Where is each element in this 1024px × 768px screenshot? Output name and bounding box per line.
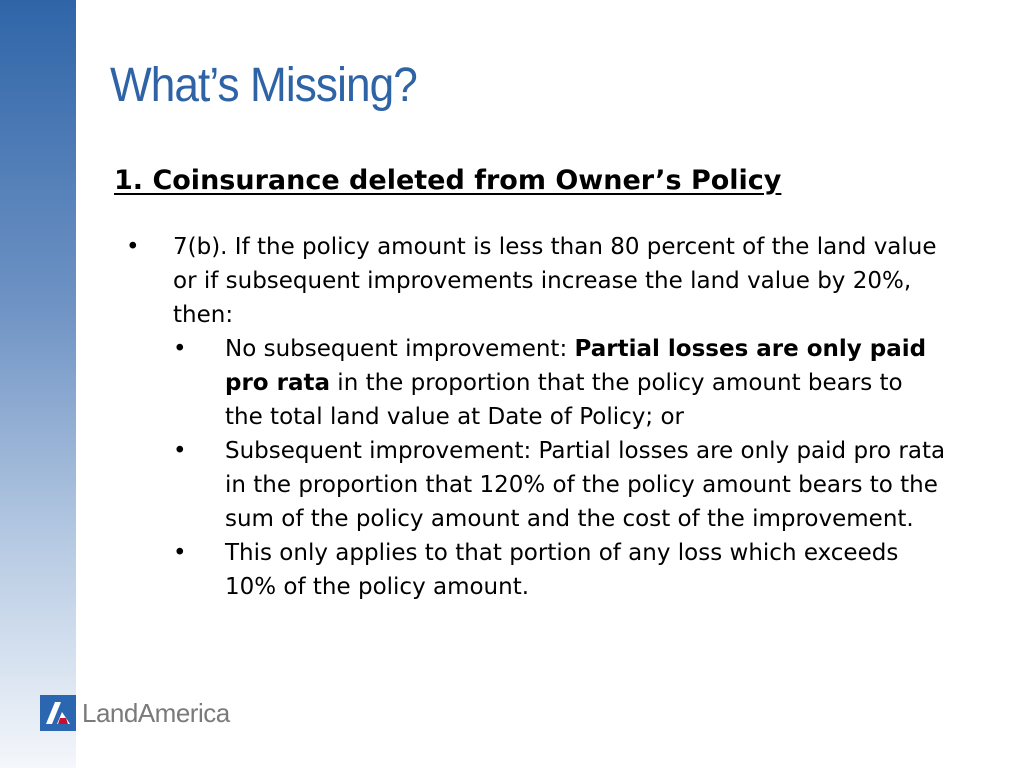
bullet-list (116, 230, 946, 604)
sub-bullet-item (173, 332, 946, 434)
slide-title: What’s Missing? (110, 59, 417, 112)
bullet-marker: • (173, 438, 187, 464)
main-bullet-item (116, 230, 946, 604)
sub-bullet-item (173, 434, 946, 536)
landamerica-logo-icon (40, 695, 76, 731)
landamerica-logo (40, 694, 230, 732)
sub-bullet-text: Subsequent improvement: Partial losses are only paid pro rata in the proportion that 120% of the policy amount bears to the sum of the policy amount and the cost of the improvement. (225, 438, 946, 532)
sub-bullet-suffix: in the proportion that the policy amount bears to the total land value at Date of Policy; or (225, 370, 903, 430)
bullet-marker: • (173, 540, 187, 566)
sub-bullet-bold-text: Partial losses are only paid pro rata (225, 336, 927, 396)
slide-subtitle: 1. Coinsurance deleted from Owner’s Policy (114, 165, 782, 196)
sub-bullet-prefix: No subsequent improvement: (225, 336, 575, 362)
side-gradient-bar (0, 0, 76, 768)
sub-bullet-text: This only applies to that portion of any loss which exceeds 10% of the policy amount. (225, 540, 899, 600)
logo-text: LandAmerica (82, 697, 230, 728)
main-bullet-text: 7(b). If the policy amount is less than 80 percent of the land value or if subsequent improvements increase the land value by 20%, then: (173, 234, 937, 328)
sub-bullet-item (173, 536, 946, 604)
bullet-marker: • (173, 336, 187, 362)
bullet-marker: • (126, 234, 140, 260)
